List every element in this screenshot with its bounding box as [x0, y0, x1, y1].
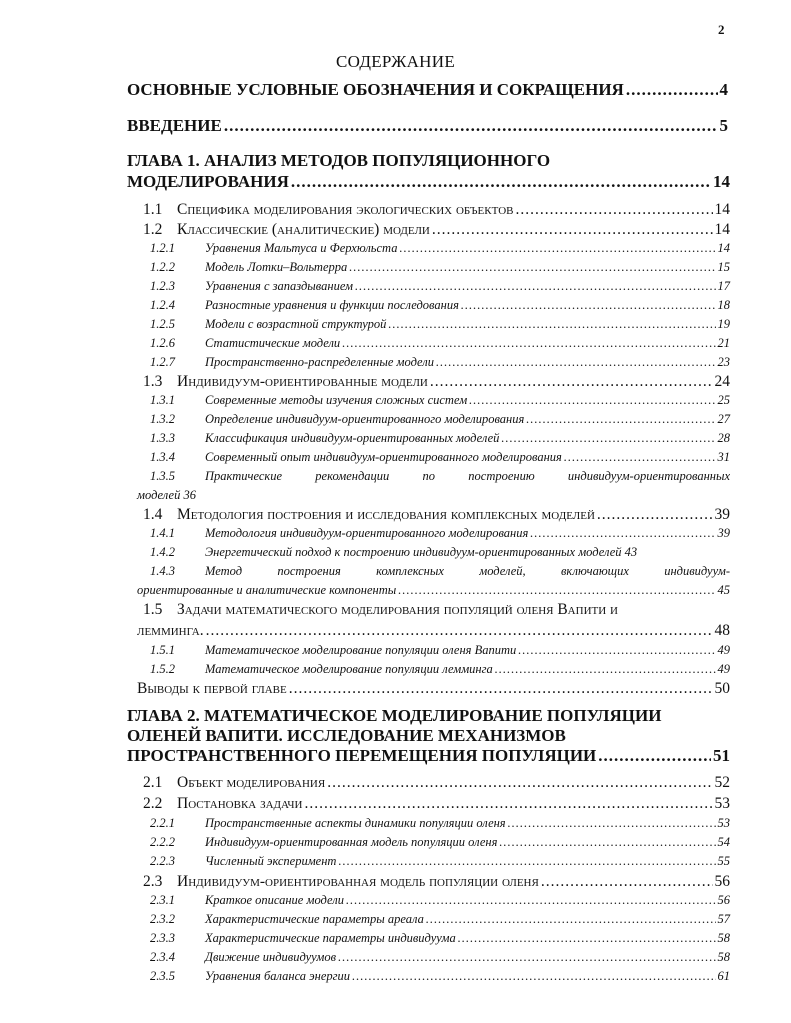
toc-subsection-2-2-2[interactable] [150, 835, 730, 850]
toc-entry-number: 2.3.3 [150, 931, 175, 945]
toc-entry-title: Современные методы изучения сложных систем [205, 393, 468, 407]
toc-entry-title: Характеристические параметры индивидуума [205, 931, 456, 945]
toc-entry-chapter-1-conclusions[interactable] [137, 680, 730, 698]
toc-subsection-2-3-2[interactable] [150, 912, 730, 927]
word: рекомендации [315, 469, 390, 483]
toc-entry-title: Постановка задачи [177, 795, 303, 812]
toc-entry-number: 2.2.3 [150, 854, 175, 868]
toc-section-2-2[interactable] [143, 795, 730, 813]
toc-entry-title: Пространственные аспекты динамики популяции оленя [205, 816, 506, 830]
toc-entry-number: 1.3.3 [150, 431, 175, 445]
toc-subsection-1-5-2[interactable] [150, 662, 730, 677]
toc-entry-page: 54 [717, 835, 730, 849]
toc-subsection-1-2-2[interactable] [150, 260, 730, 275]
toc-entry-title-line1: Задачи математического моделирования популяций оленя Вапити и [177, 601, 618, 618]
toc-subsection-1-3-4[interactable] [150, 450, 730, 465]
toc-entry-title: МОДЕЛИРОВАНИЯ [127, 172, 289, 191]
toc-entry-page: 5 [719, 116, 728, 135]
word: построения [277, 564, 341, 578]
toc-section-2-1[interactable] [143, 774, 730, 792]
toc-entry-page: 31 [717, 450, 730, 464]
toc-entry-title: Определение индивидуум-ориентированного моделирования [205, 412, 525, 426]
toc-entry-number: 1.2.6 [150, 336, 175, 350]
toc-entry-title: Численный эксперимент [205, 854, 337, 868]
toc-entry-title: Характеристические параметры ареала [205, 912, 424, 926]
toc-entry-title: Объект моделирования [177, 774, 326, 791]
word: индивидуум- [664, 564, 730, 578]
toc-entry-title: Математическое моделирование популяции оленя Вапити [205, 643, 517, 657]
toc-entry-number: 1.3.4 [150, 450, 175, 464]
toc-entry-number: 1.2.7 [150, 355, 175, 369]
toc-entry-number: 1.2.4 [150, 298, 175, 312]
toc-section-1-3[interactable] [143, 373, 730, 391]
toc-entry-page: 21 [717, 336, 730, 350]
toc-entry-page: 19 [717, 317, 730, 331]
toc-entry-introduction[interactable] [127, 116, 728, 136]
toc-entry-title: Уравнения Мальтуса и Ферхюльста [205, 241, 398, 255]
toc-entry-title: ОСНОВНЫЕ УСЛОВНЫЕ ОБОЗНАЧЕНИЯ И СОКРАЩЕНИЯ [127, 80, 624, 99]
toc-entry-title: Уравнения баланса энергии [205, 969, 351, 983]
toc-section-1-5[interactable] [143, 601, 730, 619]
toc-entry-page: 53 [714, 795, 730, 812]
page-title: СОДЕРЖАНИЕ [335, 52, 456, 71]
toc-entry-number: 1.5 [143, 601, 163, 618]
toc-entry-number: 1.2.2 [150, 260, 175, 274]
toc-entry-number: 1.3.5 [150, 469, 175, 483]
toc-entry-page: 28 [717, 431, 730, 445]
toc-entry-page: 14 [714, 221, 730, 238]
toc-entry-page: 48 [714, 622, 730, 639]
toc-entry-notation[interactable] [127, 80, 728, 100]
toc-entry-page: 55 [717, 854, 730, 868]
toc-chapter-2[interactable] [127, 746, 730, 766]
toc-entry-title: Современный опыт индивидуум-ориентированного моделирования [205, 450, 562, 464]
toc-entry-number: 1.2.3 [150, 279, 175, 293]
toc-subsection-1-2-5[interactable] [150, 317, 730, 332]
toc-entry-title: Пространственно-распределенные модели [205, 355, 434, 369]
word: индивидуум-ориентированных [567, 469, 730, 483]
word: построению [468, 469, 535, 483]
toc-entry-title: Статистические модели [205, 336, 341, 350]
toc-entry-page: 39 [717, 526, 730, 540]
toc-entry-page: 56 [714, 873, 730, 890]
toc-entry-number: 1.4 [143, 506, 163, 523]
toc-chapter-2-title-line2[interactable]: ОЛЕНЕЙ ВАПИТИ. ИССЛЕДОВАНИЕ МЕХАНИЗМОВ [127, 726, 566, 745]
toc-entry-title: Специфика моделирования экологических объектов [177, 201, 514, 218]
toc-entry-page: 15 [717, 260, 730, 274]
word: моделей, [479, 564, 526, 578]
toc-subsection-1-2-7[interactable] [150, 355, 730, 370]
toc-entry-page: 39 [714, 506, 730, 523]
toc-subsection-2-3-3[interactable] [150, 931, 730, 946]
toc-entry-title: Модель Лотки–Вольтерра [205, 260, 348, 274]
toc-entry-page: 14 [714, 201, 730, 218]
toc-entry-title: Выводы к первой главе [137, 680, 287, 697]
toc-entry-page: 51 [713, 746, 730, 765]
toc-subsection-1-4-2[interactable] [150, 545, 637, 560]
toc-section-1-5-line2[interactable] [137, 622, 730, 640]
toc-entry-title: Уравнения с запаздыванием [205, 279, 354, 293]
toc-chapter-1-title-line1[interactable]: ГЛАВА 1. АНАЛИЗ МЕТОДОВ ПОПУЛЯЦИОННОГО [127, 151, 551, 170]
word: по [422, 469, 436, 483]
toc-subsection-1-2-4[interactable] [150, 298, 730, 313]
toc-subsection-1-4-3-line2[interactable] [137, 583, 730, 598]
toc-entry-title-line1 [205, 469, 730, 484]
toc-entry-title: Энергетический подход к построению индивидуум-ориентированных моделей 43 [205, 545, 638, 559]
toc-subsection-2-2-1[interactable] [150, 816, 730, 831]
word: Практические [205, 469, 283, 483]
toc-entry-page: 14 [713, 172, 730, 191]
toc-subsection-1-5-1[interactable] [150, 643, 730, 658]
toc-entry-page: 57 [717, 912, 730, 926]
toc-entry-page: 18 [717, 298, 730, 312]
toc-entry-title: Методология построения и исследования комплексных моделей [177, 506, 595, 523]
toc-entry-number: 1.4.3 [150, 564, 175, 578]
toc-section-1-2[interactable] [143, 221, 730, 239]
toc-entry-page: 25 [717, 393, 730, 407]
toc-entry-title: Классические (аналитические) модели [177, 221, 430, 238]
toc-entry-number: 1.4.1 [150, 526, 175, 540]
toc-entry-number: 2.2 [143, 795, 163, 812]
toc-entry-number: 1.1 [143, 201, 163, 218]
toc-entry-number: 1.2 [143, 221, 163, 238]
toc-entry-page: 49 [717, 643, 730, 657]
toc-entry-title: Математическое моделирование популяции лемминга [205, 662, 493, 676]
toc-entry-number: 2.3.4 [150, 950, 175, 964]
toc-entry-number: 1.3.2 [150, 412, 175, 426]
toc-entry-number: 1.5.2 [150, 662, 175, 676]
toc-subsection-1-3-5-line2[interactable]: моделей 36 [137, 488, 196, 502]
toc-subsection-1-2-1[interactable] [150, 241, 730, 256]
word: комплексных [376, 564, 444, 578]
toc-chapter-2-title-line1[interactable]: ГЛАВА 2. МАТЕМАТИЧЕСКОЕ МОДЕЛИРОВАНИЕ ПОПУЛЯЦИИ [127, 706, 662, 725]
toc-entry-page: 58 [717, 931, 730, 945]
toc-entry-page: 27 [717, 412, 730, 426]
toc-entry-number: 1.3.1 [150, 393, 175, 407]
toc-entry-title: Индивидуум-ориентированная модель популяции оленя [205, 835, 498, 849]
toc-entry-title: ПРОСТРАНСТВЕННОГО ПЕРЕМЕЩЕНИЯ ПОПУЛЯЦИИ [127, 746, 597, 765]
toc-entry-number: 2.2.1 [150, 816, 175, 830]
toc-section-1-1[interactable] [143, 201, 730, 219]
toc-entry-page: 17 [717, 279, 730, 293]
toc-entry-page: 56 [717, 893, 730, 907]
toc-entry-number: 1.5.1 [150, 643, 175, 657]
toc-entry-page: 49 [717, 662, 730, 676]
toc-entry-title: Методология индивидуум-ориентированного моделирования [205, 526, 529, 540]
toc-entry-number: 1.2.5 [150, 317, 175, 331]
toc-entry-number: 2.3.2 [150, 912, 175, 926]
toc-entry-number: 1.4.2 [150, 545, 175, 559]
toc-entry-page: 53 [717, 816, 730, 830]
toc-subsection-1-4-1[interactable] [150, 526, 730, 541]
toc-entry-title: ориентированные и аналитические компоненты [137, 583, 397, 597]
toc-entry-title: Движение индивидуумов [205, 950, 337, 964]
toc-subsection-2-3-5[interactable] [150, 969, 730, 984]
toc-entry-number: 2.2.2 [150, 835, 175, 849]
toc-entry-title-line1 [205, 564, 730, 579]
toc-entry-number: 1.3 [143, 373, 163, 390]
toc-entry-title: лемминга. [137, 622, 204, 639]
toc-entry-page: 24 [714, 373, 730, 390]
toc-entry-page: 23 [717, 355, 730, 369]
toc-entry-page: 45 [717, 583, 730, 597]
toc-subsection-1-3-1[interactable] [150, 393, 730, 408]
toc-entry-title: Краткое описание модели [205, 893, 344, 907]
toc-subsection-2-3-1[interactable] [150, 893, 730, 908]
toc-subsection-2-2-3[interactable] [150, 854, 730, 869]
toc-section-1-4[interactable] [143, 506, 730, 524]
toc-subsection-1-4-3[interactable] [150, 564, 730, 579]
toc-chapter-1[interactable] [127, 172, 730, 192]
toc-entry-number: 1.2.1 [150, 241, 175, 255]
toc-entry-number: 2.1 [143, 774, 163, 791]
toc-entry-number: 2.3 [143, 873, 163, 890]
toc-entry-title: Индивидуум-ориентированные модели [177, 373, 428, 390]
page-number: 2 [718, 22, 725, 37]
toc-entry-title: Модели с возрастной структурой [205, 317, 387, 331]
toc-subsection-1-3-2[interactable] [150, 412, 730, 427]
toc-entry-title: Разностные уравнения и функции последования [205, 298, 459, 312]
toc-entry-page: 4 [719, 80, 728, 99]
toc-subsection-1-3-3[interactable] [150, 431, 730, 446]
toc-subsection-1-3-5[interactable] [150, 469, 730, 484]
toc-entry-title: Классификация индивидуум-ориентированных моделей [205, 431, 500, 445]
word: Метод [205, 564, 243, 578]
toc-entry-number: 2.3.1 [150, 893, 175, 907]
word: включающих [561, 564, 629, 578]
toc-entry-title: ВВЕДЕНИЕ [127, 116, 222, 135]
toc-entry-page: 61 [717, 969, 730, 983]
toc-entry-title: Индивидуум-ориентированная модель популяции оленя [177, 873, 539, 890]
toc-entry-number: 2.3.5 [150, 969, 175, 983]
toc-subsection-1-2-6[interactable] [150, 336, 730, 351]
toc-subsection-2-3-4[interactable] [150, 950, 730, 965]
toc-entry-page: 50 [714, 680, 730, 697]
toc-entry-page: 14 [717, 241, 730, 255]
toc-entry-page: 52 [714, 774, 730, 791]
toc-entry-page: 58 [717, 950, 730, 964]
toc-section-2-3[interactable] [143, 873, 730, 891]
toc-subsection-1-2-3[interactable] [150, 279, 730, 294]
